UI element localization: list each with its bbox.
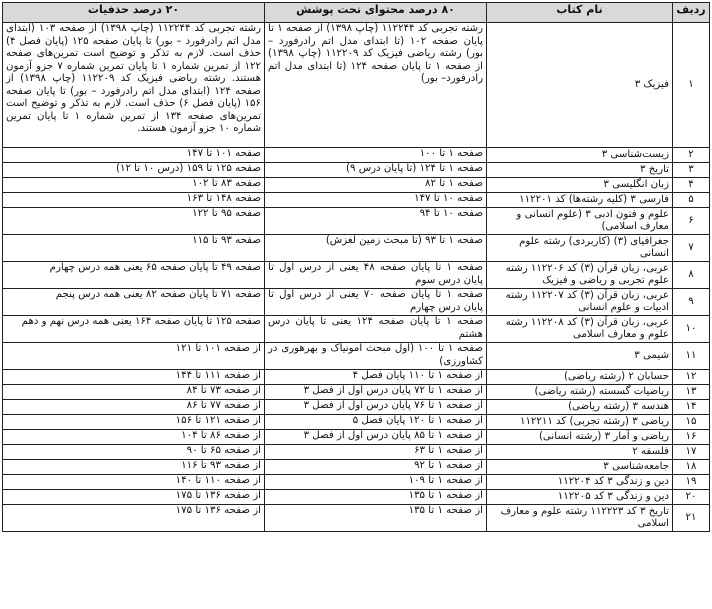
table-body	[3, 23, 710, 532]
covered-content: از صفحه ۱ تا ۶۳	[265, 445, 487, 460]
book-name: هندسه ۳ (رشته ریاضی)	[487, 400, 673, 415]
table-row	[3, 163, 710, 178]
book-name: فیزیک ۳	[487, 23, 673, 148]
header-covered: ۸۰ درصد محتوای تحت پوشش	[265, 3, 487, 23]
table-row	[3, 178, 710, 193]
table-row	[3, 490, 710, 505]
removed-content: صفحه ۱۲۵ تا پایان صفحه ۱۶۴ یعنی همه درس نهم و دهم	[3, 316, 265, 343]
covered-content: صفحه ۱ تا ۹۳ (تا مبحث زمین لغزش)	[265, 235, 487, 262]
row-number: ۱۹	[673, 475, 710, 490]
book-name: ریاضی و آمار ۳ (رشته انسانی)	[487, 430, 673, 445]
row-number: ۲۰	[673, 490, 710, 505]
row-number: ۹	[673, 289, 710, 316]
book-name: زبان انگلیسی ۳	[487, 178, 673, 193]
covered-content: صفحه ۱ تا ۱۰۰	[265, 148, 487, 163]
removed-content: صفحه ۹۳ تا ۱۱۵	[3, 235, 265, 262]
book-name: عربی، زبان قرآن (۳) کد ۱۱۲۲۰۸ رشته علوم و معارف اسلامی	[487, 316, 673, 343]
table-row	[3, 475, 710, 490]
table-row	[3, 460, 710, 475]
row-number: ۵	[673, 193, 710, 208]
covered-content: صفحه ۱۰ تا ۱۴۷	[265, 193, 487, 208]
table-row	[3, 289, 710, 316]
removed-content: از صفحه ۱۳۶ تا ۱۷۵	[3, 505, 265, 532]
row-number: ۱۲	[673, 370, 710, 385]
table-row	[3, 235, 710, 262]
covered-content: از صفحه ۱ تا ۷۶ پایان درس اول از فصل ۳	[265, 400, 487, 415]
header-removed: ۲۰ درصد حذفیات	[3, 3, 265, 23]
row-number: ۲	[673, 148, 710, 163]
book-name: دین و زندگی ۳ کد ۱۱۲۲۰۴	[487, 475, 673, 490]
table-row	[3, 400, 710, 415]
row-number: ۱۶	[673, 430, 710, 445]
row-number: ۸	[673, 262, 710, 289]
row-number: ۱۸	[673, 460, 710, 475]
covered-content: صفحه ۱ تا ۸۲	[265, 178, 487, 193]
table-row	[3, 343, 710, 370]
removed-content: صفحه ۴۹ تا پایان صفحه ۶۵ یعنی همه درس چهارم	[3, 262, 265, 289]
table-row	[3, 505, 710, 532]
covered-content: از صفحه ۱ تا ۱۱۰ پایان فصل ۴	[265, 370, 487, 385]
removed-content: از صفحه ۱۲۱ تا ۱۵۶	[3, 415, 265, 430]
book-name: فلسفه ۲	[487, 445, 673, 460]
row-number: ۴	[673, 178, 710, 193]
table-row	[3, 415, 710, 430]
header-row-no: ردیف	[673, 3, 710, 23]
row-number: ۷	[673, 235, 710, 262]
removed-content: از صفحه ۱۳۶ تا ۱۷۵	[3, 490, 265, 505]
row-number: ۱۰	[673, 316, 710, 343]
covered-content: صفحه ۱۰ تا ۹۴	[265, 208, 487, 235]
covered-content: صفحه ۱ تا پایان صفحه ۴۸ یعنی از درس اول تا پایان درس سوم	[265, 262, 487, 289]
row-number: ۱۱	[673, 343, 710, 370]
covered-content: رشته تجربی کد ۱۱۲۲۴۴ (چاپ ۱۳۹۸) از صفحه ۱ تا پایان صفحه ۱۰۲ (تا ابتدای مدل اتم رادرفورد – بور) رشته ریاضی فیزیک کد ۱۱۲۲۰۹ (چاپ ۱۳۹۸) از صفحه ۱ تا پایان صفحه ۱۲۴ (تا ابتدای مدل اتم رادرفورد– بور)	[265, 23, 487, 148]
table-row	[3, 385, 710, 400]
book-name: شیمی ۳	[487, 343, 673, 370]
covered-content: از صفحه ۱ تا ۱۳۵	[265, 505, 487, 532]
book-name: تاریخ ۳ کد ۱۱۲۲۲۳ رشته علوم و معارف اسلامی	[487, 505, 673, 532]
book-name: فارسی ۳ (کلیه رشته‌ها) کد ۱۱۲۲۰۱	[487, 193, 673, 208]
removed-content: از صفحه ۷۳ تا ۸۴	[3, 385, 265, 400]
table-row	[3, 430, 710, 445]
book-name: ریاضیات گسسته (رشته ریاضی)	[487, 385, 673, 400]
row-number: ۶	[673, 208, 710, 235]
book-name: علوم و فنون ادبی ۳ (علوم انسانی و معارف اسلامی)	[487, 208, 673, 235]
book-name: دین و زندگی ۳ کد ۱۱۲۲۰۵	[487, 490, 673, 505]
covered-content: از صفحه ۱ تا ۱۲۰ پایان فصل ۵	[265, 415, 487, 430]
row-number: ۱	[673, 23, 710, 148]
removed-content: از صفحه ۱۰۱ تا ۱۲۱	[3, 343, 265, 370]
removed-content: صفحه ۹۵ تا ۱۲۲	[3, 208, 265, 235]
removed-content: صفحه ۷۱ تا پایان صفحه ۸۲ یعنی همه درس پنجم	[3, 289, 265, 316]
row-number: ۱۷	[673, 445, 710, 460]
book-name: عربی، زبان قرآن (۳) کد ۱۱۲۲۰۷ رشته ادبیات و علوم انسانی	[487, 289, 673, 316]
removed-content: از صفحه ۷۷ تا ۸۶	[3, 400, 265, 415]
removed-content: صفحه ۱۰۱ تا ۱۴۷	[3, 148, 265, 163]
row-number: ۲۱	[673, 505, 710, 532]
removed-content: از صفحه ۶۵ تا ۹۰	[3, 445, 265, 460]
book-name: تاریخ ۳	[487, 163, 673, 178]
table-row	[3, 370, 710, 385]
book-name: زیست‌شناسی ۳	[487, 148, 673, 163]
book-name: جامعه‌شناسی ۳	[487, 460, 673, 475]
removed-content: از صفحه ۸۶ تا ۱۰۴	[3, 430, 265, 445]
removed-content: از صفحه ۱۱۰ تا ۱۴۰	[3, 475, 265, 490]
table-row	[3, 262, 710, 289]
removed-content: صفحه ۱۲۵ تا ۱۵۹ (درس ۱۰ تا ۱۲)	[3, 163, 265, 178]
covered-content: صفحه ۱ تا پایان صفحه ۱۲۴ یعنی تا پایان درس هشتم	[265, 316, 487, 343]
syllabus-table	[2, 2, 710, 532]
removed-content: رشته تجربی کد ۱۱۲۲۴۴ (چاپ ۱۳۹۸) از صفحه ۱۰۳ (ابتدای مدل اتم رادرفورد – بور) تا پایان صفحه ۱۲۵ (پایان فصل ۴) حذف است. لازم به تذکر و توضیح است تمرین‌های صفحه ۱۲۲ از تمرین شماره ۱ تا پایان تمرین شماره ۷ جزو آزمون هستند. رشته ریاضی فیزیک کد ۱۱۲۲۰۹ (چاپ ۱۳۹۸) از صفحه ۱۲۴ (ابتدای مدل اتم رادرفورد – بور) تا پایان صفحه ۱۵۶ (پایان فصل ۶) حذف است. لازم به تذکر و توضیح است تمرین‌های صفحه ۱۳۴ از تمرین شماره ۱ تا پایان تمرین شماره ۱۰ جزو آزمون هستند.	[3, 23, 265, 148]
table-row	[3, 148, 710, 163]
covered-content: از صفحه ۱ تا ۱۰۹	[265, 475, 487, 490]
removed-content: صفحه ۸۳ تا ۱۰۲	[3, 178, 265, 193]
covered-content: از صفحه ۱ تا ۸۵ پایان درس اول از فصل ۳	[265, 430, 487, 445]
covered-content: صفحه ۱ تا پایان صفحه ۷۰ یعنی از درس اول تا پایان درس چهارم	[265, 289, 487, 316]
row-number: ۱۳	[673, 385, 710, 400]
covered-content: از صفحه ۱ تا ۹۲	[265, 460, 487, 475]
covered-content: صفحه ۱ تا ۱۰۰ (اول مبحث آمونیاک و بهرهوری در کشاورزی)	[265, 343, 487, 370]
removed-content: صفحه ۱۴۸ تا ۱۶۳	[3, 193, 265, 208]
syllabus-table-container	[2, 2, 709, 532]
removed-content: از صفحه ۹۳ تا ۱۱۶	[3, 460, 265, 475]
table-row	[3, 208, 710, 235]
table-row	[3, 316, 710, 343]
table-header-row	[3, 3, 710, 23]
row-number: ۳	[673, 163, 710, 178]
removed-content: از صفحه ۱۱۱ تا ۱۴۴	[3, 370, 265, 385]
table-row	[3, 23, 710, 148]
covered-content: صفحه ۱ تا ۱۲۴ (تا پایان درس ۹)	[265, 163, 487, 178]
book-name: عربی، زبان قرآن (۳) کد ۱۱۲۲۰۶ رشته علوم تجربی و ریاضی و فیزیک	[487, 262, 673, 289]
covered-content: از صفحه ۱ تا ۱۳۵	[265, 490, 487, 505]
row-number: ۱۴	[673, 400, 710, 415]
table-row	[3, 193, 710, 208]
row-number: ۱۵	[673, 415, 710, 430]
book-name: ریاضی ۳ (رشته تجربی) کد ۱۱۲۲۱۱	[487, 415, 673, 430]
header-book-name: نام کتاب	[487, 3, 673, 23]
table-row	[3, 445, 710, 460]
covered-content: از صفحه ۱ تا ۷۲ پایان درس اول از فصل ۳	[265, 385, 487, 400]
book-name: جغرافیای (۳) (کاربردی) رشته علوم انسانی	[487, 235, 673, 262]
book-name: حسابان ۲ (رشته ریاضی)	[487, 370, 673, 385]
